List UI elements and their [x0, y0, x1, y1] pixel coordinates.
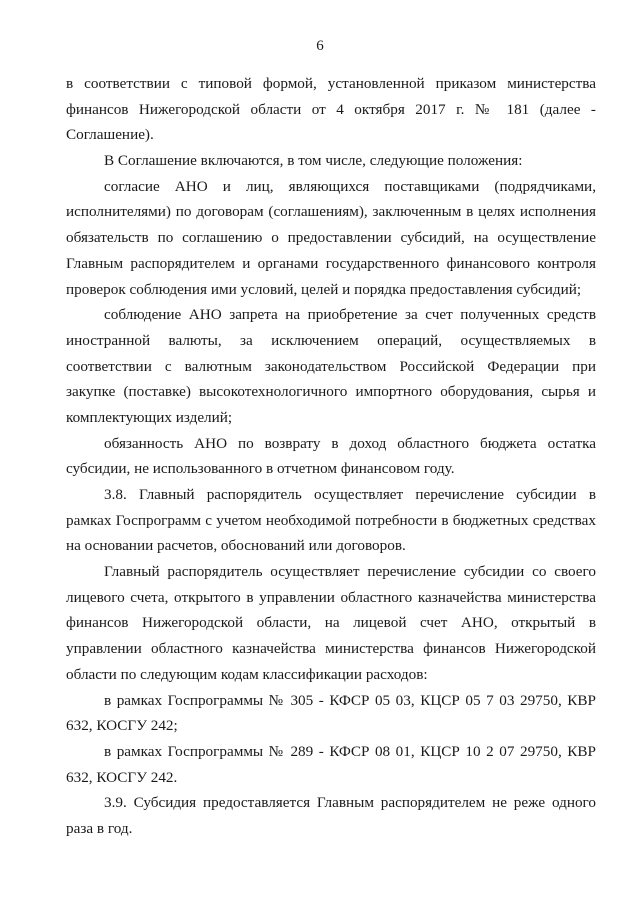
- paragraph: [66, 431, 596, 482]
- text-line: проверок соблюдения ими условий, целей и порядка предоставления субсидий;: [66, 280, 582, 298]
- text-line: в рамках Госпрограммы № 289 - КФСР 08 01, КЦСР 10 2 07 29750, КВР: [104, 742, 596, 760]
- text-line: 632, КОСГУ 242.: [66, 768, 178, 786]
- text-line: 632, КОСГУ 242;: [66, 717, 178, 735]
- text-line: В Соглашение включаются, в том числе, следующие положения:: [104, 152, 523, 170]
- text-line: 3.9. Субсидия предоставляется Главным распорядителем не реже одного: [104, 794, 596, 812]
- text-line: субсидии, не использованного в отчетном финансовом году.: [66, 460, 455, 478]
- page-number: 6: [316, 38, 324, 54]
- paragraph: [66, 71, 596, 148]
- text-line: в соответствии с типовой формой, установленной приказом министерства: [66, 75, 596, 92]
- text-line: исполнителями) по договорам (соглашениям), заключенным в целях исполнения: [66, 203, 596, 221]
- text-line: Главным распорядителем и органами государственного финансового контроля: [66, 254, 596, 272]
- text-line: иностранной валюты, за исключением операций, осуществляемых в: [66, 331, 596, 349]
- paragraph: [66, 174, 596, 302]
- paragraph: [66, 148, 596, 174]
- paragraph: [66, 790, 596, 841]
- text-line: финансов Нижегородской области, на лицевой счет АНО, открытый в: [66, 614, 596, 632]
- text-line: закупке (поставке) высокотехнологичного импортного оборудования, сырья и: [66, 383, 596, 401]
- text-line: обязанность АНО по возврату в доход областного бюджета остатка: [104, 434, 596, 452]
- text-line: финансов Нижегородской области от 4 октября 2017 г. № 181 (далее -: [66, 100, 596, 118]
- text-line: рамках Госпрограмм с учетом необходимой потребности в бюджетных средствах: [66, 511, 596, 529]
- text-line: обязательств по соглашению о предоставлении субсидий, на осуществление: [66, 229, 596, 247]
- document-body: [66, 71, 596, 842]
- text-line: в рамках Госпрограммы № 305 - КФСР 05 03, КЦСР 05 7 03 29750, КВР: [104, 691, 596, 709]
- text-line: 3.8. Главный распорядитель осуществляет перечисление субсидии в: [104, 486, 596, 503]
- text-line: управлении областного казначейства министерства финансов Нижегородской: [66, 640, 596, 658]
- text-line: лицевого счета, открытого в управлении областного казначейства министерства: [66, 588, 596, 606]
- text-line: Главный распорядитель осуществляет перечисление субсидии со своего: [104, 563, 596, 581]
- paragraph: [66, 739, 596, 790]
- text-line: области по следующим кодам классификации расходов:: [66, 665, 428, 683]
- text-line: соответствии с валютным законодательством Российской Федерации при: [66, 357, 596, 375]
- paragraph: [66, 688, 596, 739]
- text-line: согласие АНО и лиц, являющихся поставщиками (подрядчиками,: [104, 177, 596, 195]
- text-line: на основании расчетов, обоснований или договоров.: [66, 537, 406, 555]
- text-line: соблюдение АНО запрета на приобретение за счет полученных средств: [104, 306, 596, 324]
- paragraph: [66, 482, 596, 559]
- paragraph: [66, 302, 596, 430]
- paragraph: [66, 559, 596, 687]
- text-line: комплектующих изделий;: [66, 408, 233, 426]
- text-line: раза в год.: [66, 819, 133, 837]
- text-line: Соглашение).: [66, 126, 154, 144]
